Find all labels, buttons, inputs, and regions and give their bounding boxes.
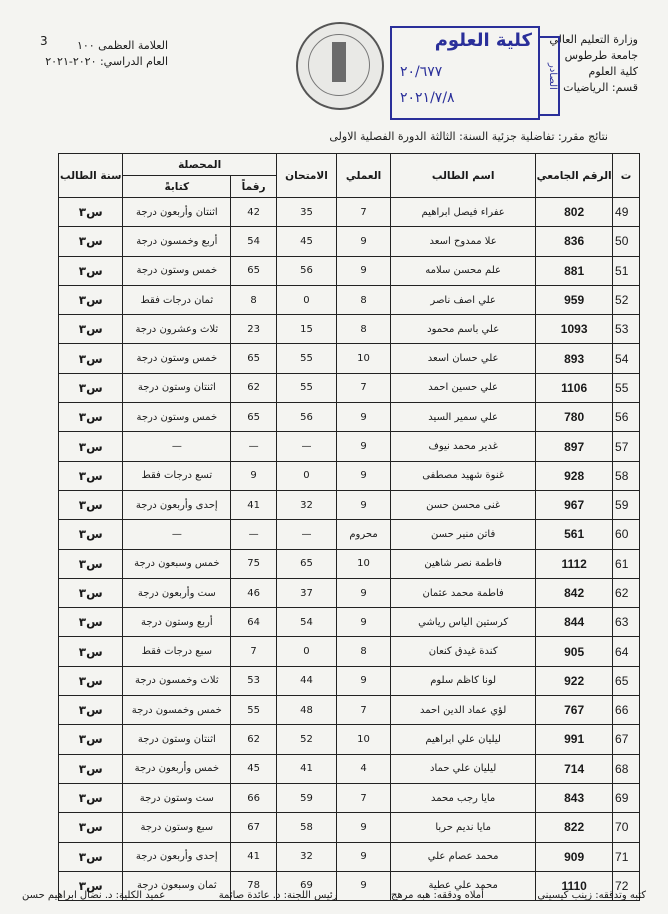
total-in-words: ثلاث وعشرون درجة [123,315,231,344]
total-in-words: إحدى وأربعون درجة [123,490,231,519]
exam-mark: — [276,432,336,461]
stamp-side-label: الصادر [538,36,560,116]
col-year: سنة الطالب [59,154,123,198]
row-index: 59 [613,490,640,519]
results-table [58,153,640,901]
practical-mark: محروم [337,520,391,549]
total-mark: 62 [231,725,277,754]
dean: عميد الكلية: د. نضال ابراهيم حسن [22,890,166,901]
student-name: علم محسن سلامه [391,256,536,285]
practical-mark: 9 [337,666,391,695]
student-year: س٣ [59,490,123,519]
practical-mark: 9 [337,608,391,637]
results-title: نتائج مقرر: تفاضلية جزئية السنة: الثالثة الدورة الفصلية الاولى [329,130,608,143]
total-in-words: إحدى وأربعون درجة [123,842,231,871]
practical-mark: 10 [337,725,391,754]
practical-mark: 9 [337,813,391,842]
max-mark: العلامة العظمى ١٠٠ [76,39,168,52]
uni-number: 928 [536,461,613,490]
student-name: علي باسم محمود [391,315,536,344]
student-name: علي سمير السيد [391,403,536,432]
page-number: 3 [40,34,48,48]
row-index: 57 [613,432,640,461]
dictated-by: أملاه ودققه: هبه مرهج [390,890,484,901]
uni-number: 959 [536,285,613,314]
student-name: لؤي عماد الدين احمد [391,696,536,725]
total-in-words: ثمان وسبعون درجة [123,871,231,900]
col-exam: الامتحان [276,154,336,198]
total-mark: 41 [231,490,277,519]
total-mark: 75 [231,549,277,578]
uni-number: 1106 [536,373,613,402]
table-row [59,520,640,549]
student-year: س٣ [59,461,123,490]
total-mark: 62 [231,373,277,402]
student-name: علي اصف ناصر [391,285,536,314]
row-index: 60 [613,520,640,549]
student-name: كندة غيدق كنعان [391,637,536,666]
student-year: س٣ [59,520,123,549]
row-index: 51 [613,256,640,285]
university-name: جامعة طرطوس [564,49,638,62]
total-mark: 53 [231,666,277,695]
uni-number: 922 [536,666,613,695]
academic-year: العام الدراسي: ٢٠٢٠-٢٠٢١ [45,55,168,68]
table-row [59,842,640,871]
uni-number: 561 [536,520,613,549]
table-row [59,198,640,227]
student-year: س٣ [59,725,123,754]
row-index: 66 [613,696,640,725]
total-in-words: سبع وستون درجة [123,813,231,842]
exam-mark: 0 [276,461,336,490]
tower-icon [332,42,346,82]
total-in-words: خمس وأربعون درجة [123,754,231,783]
col-name: اسم الطالب [391,154,536,198]
table-row [59,490,640,519]
student-year: س٣ [59,608,123,637]
student-year: س٣ [59,783,123,812]
table-row [59,578,640,607]
total-mark: 55 [231,696,277,725]
exam-mark: 45 [276,227,336,256]
table-row [59,432,640,461]
row-index: 49 [613,198,640,227]
total-in-words: خمس وخمسون درجة [123,696,231,725]
total-mark: 65 [231,256,277,285]
practical-mark: 9 [337,490,391,519]
table-row [59,285,640,314]
exam-mark: 15 [276,315,336,344]
total-in-words: اثنتان وستون درجة [123,725,231,754]
exam-mark: 48 [276,696,336,725]
exam-mark: 54 [276,608,336,637]
uni-number: 967 [536,490,613,519]
total-mark: 78 [231,871,277,900]
table-row [59,813,640,842]
total-mark: 67 [231,813,277,842]
practical-mark: 7 [337,198,391,227]
student-year: س٣ [59,842,123,871]
uni-number: 881 [536,256,613,285]
total-mark: 65 [231,403,277,432]
col-total-num: رقماً [231,176,277,198]
signatures-footer [22,890,646,901]
uni-number: 836 [536,227,613,256]
practical-mark: 7 [337,783,391,812]
row-index: 56 [613,403,640,432]
exam-mark: 32 [276,490,336,519]
exam-info [28,38,168,70]
table-row [59,315,640,344]
col-total-words: كتابةً [123,176,231,198]
col-total: المحصلة [123,154,277,176]
total-mark: 9 [231,461,277,490]
uni-number: 844 [536,608,613,637]
table-row [59,754,640,783]
registry-stamp [390,26,540,120]
total-mark: 65 [231,344,277,373]
table-row [59,373,640,402]
institution-header [549,32,638,96]
total-in-words: خمس وستون درجة [123,256,231,285]
row-index: 50 [613,227,640,256]
student-year: س٣ [59,315,123,344]
total-in-words: اثنتان وستون درجة [123,373,231,402]
student-name: غنى محسن حسن [391,490,536,519]
student-name: محمد علي عطية [391,871,536,900]
student-year: س٣ [59,813,123,842]
total-in-words: اثنتان وأربعون درجة [123,198,231,227]
table-row [59,608,640,637]
row-index: 72 [613,871,640,900]
total-mark: 7 [231,637,277,666]
total-in-words: أربع وستون درجة [123,608,231,637]
student-name: ليليان علي ابراهيم [391,725,536,754]
practical-mark: 9 [337,256,391,285]
student-year: س٣ [59,403,123,432]
student-name: فاتن منير حسن [391,520,536,549]
row-index: 69 [613,783,640,812]
faculty-name: كلية العلوم [588,65,638,78]
student-name: لونا كاظم سلوم [391,666,536,695]
student-year: س٣ [59,871,123,900]
student-name: مايا رجب محمد [391,783,536,812]
row-index: 65 [613,666,640,695]
student-year: س٣ [59,373,123,402]
header-row [59,154,640,176]
total-mark: — [231,520,277,549]
col-uni-no: الرقم الجامعي [536,154,613,198]
exam-mark: 35 [276,198,336,227]
student-year: س٣ [59,754,123,783]
row-index: 53 [613,315,640,344]
ministry-name: وزارة التعليم العالي [549,33,638,46]
total-in-words: ثلاث وخمسون درجة [123,666,231,695]
practical-mark: 4 [337,754,391,783]
practical-mark: 9 [337,432,391,461]
exam-mark: 59 [276,783,336,812]
table-row [59,666,640,695]
table-row [59,256,640,285]
practical-mark: 7 [337,696,391,725]
student-year: س٣ [59,256,123,285]
row-index: 71 [613,842,640,871]
total-mark: 54 [231,227,277,256]
total-mark: — [231,432,277,461]
student-year: س٣ [59,285,123,314]
total-in-words: تسع درجات فقط [123,461,231,490]
total-mark: 46 [231,578,277,607]
student-year: س٣ [59,432,123,461]
table-row [59,403,640,432]
exam-mark: 41 [276,754,336,783]
uni-number: 991 [536,725,613,754]
exam-mark: 44 [276,666,336,695]
row-index: 52 [613,285,640,314]
practical-mark: 10 [337,344,391,373]
table-row [59,637,640,666]
row-index: 64 [613,637,640,666]
practical-mark: 9 [337,871,391,900]
student-name: كرستين الياس رياشي [391,608,536,637]
table-row [59,783,640,812]
student-year: س٣ [59,549,123,578]
row-index: 54 [613,344,640,373]
total-mark: 8 [231,285,277,314]
student-name: ليليان علي حماد [391,754,536,783]
uni-number: 909 [536,842,613,871]
total-mark: 45 [231,754,277,783]
student-name: محمد عصام علي [391,842,536,871]
practical-mark: 9 [337,227,391,256]
row-index: 61 [613,549,640,578]
stamp-date: ٢٠٢١/٧/٨ [400,90,455,106]
uni-number: 802 [536,198,613,227]
department-name: قسم: الرياضيات [563,81,638,94]
practical-mark: 10 [337,549,391,578]
total-mark: 64 [231,608,277,637]
total-in-words: خمس وستون درجة [123,403,231,432]
total-in-words: ست وأربعون درجة [123,578,231,607]
practical-mark: 7 [337,373,391,402]
row-index: 67 [613,725,640,754]
total-in-words: ست وستون درجة [123,783,231,812]
practical-mark: 9 [337,578,391,607]
uni-number: 897 [536,432,613,461]
exam-mark: 56 [276,403,336,432]
total-mark: 66 [231,783,277,812]
student-year: س٣ [59,344,123,373]
uni-number: 1110 [536,871,613,900]
practical-mark: 8 [337,637,391,666]
student-year: س٣ [59,578,123,607]
total-mark: 23 [231,315,277,344]
student-name: علي حسان اسعد [391,344,536,373]
col-practical: العملي [337,154,391,198]
exam-mark: 52 [276,725,336,754]
row-index: 62 [613,578,640,607]
uni-number: 905 [536,637,613,666]
row-index: 70 [613,813,640,842]
student-year: س٣ [59,666,123,695]
uni-number: 1112 [536,549,613,578]
student-name: غنوة شهيد مصطفى [391,461,536,490]
row-index: 63 [613,608,640,637]
total-in-words: سبع درجات فقط [123,637,231,666]
student-name: عفراء فيصل ابراهيم [391,198,536,227]
total-in-words: — [123,520,231,549]
exam-mark: 65 [276,549,336,578]
practical-mark: 8 [337,315,391,344]
practical-mark: 9 [337,403,391,432]
university-seal-logo [296,22,384,110]
table-row [59,227,640,256]
uni-number: 842 [536,578,613,607]
exam-mark: 69 [276,871,336,900]
exam-mark: 32 [276,842,336,871]
practical-mark: 9 [337,461,391,490]
exam-mark: 55 [276,344,336,373]
total-mark: 42 [231,198,277,227]
exam-mark: — [276,520,336,549]
exam-mark: 55 [276,373,336,402]
written-by: كتبه وتدققه: زينب كيسيني [537,890,646,901]
total-in-words: ثمان درجات فقط [123,285,231,314]
student-year: س٣ [59,696,123,725]
uni-number: 780 [536,403,613,432]
student-name: فاطمة نصر شاهين [391,549,536,578]
total-in-words: أربع وخمسون درجة [123,227,231,256]
table-row [59,725,640,754]
committee-head: رئيس اللجنة: د. عائدة صائمة [218,890,338,901]
student-name: غدير محمد نيوف [391,432,536,461]
student-name: علا ممدوح اسعد [391,227,536,256]
row-index: 55 [613,373,640,402]
total-in-words: — [123,432,231,461]
total-mark: 41 [231,842,277,871]
student-name: علي حسين احمد [391,373,536,402]
exam-mark: 0 [276,285,336,314]
student-year: س٣ [59,637,123,666]
student-year: س٣ [59,227,123,256]
uni-number: 1093 [536,315,613,344]
total-in-words: خمس وسبعون درجة [123,549,231,578]
stamp-title: كلية العلوم [434,30,532,51]
table-row [59,696,640,725]
uni-number: 843 [536,783,613,812]
student-year: س٣ [59,198,123,227]
student-name: مايا نديم حربا [391,813,536,842]
student-name: فاطمة محمد عثمان [391,578,536,607]
uni-number: 893 [536,344,613,373]
stamp-number: ٢٠/٦٧٧ [400,64,443,80]
practical-mark: 9 [337,842,391,871]
table-row [59,461,640,490]
exam-mark: 37 [276,578,336,607]
table-row [59,549,640,578]
uni-number: 767 [536,696,613,725]
uni-number: 714 [536,754,613,783]
practical-mark: 8 [337,285,391,314]
exam-mark: 0 [276,637,336,666]
col-index: ت [613,154,640,198]
exam-mark: 56 [276,256,336,285]
uni-number: 822 [536,813,613,842]
row-index: 58 [613,461,640,490]
row-index: 68 [613,754,640,783]
total-in-words: خمس وستون درجة [123,344,231,373]
table-row [59,344,640,373]
exam-mark: 58 [276,813,336,842]
